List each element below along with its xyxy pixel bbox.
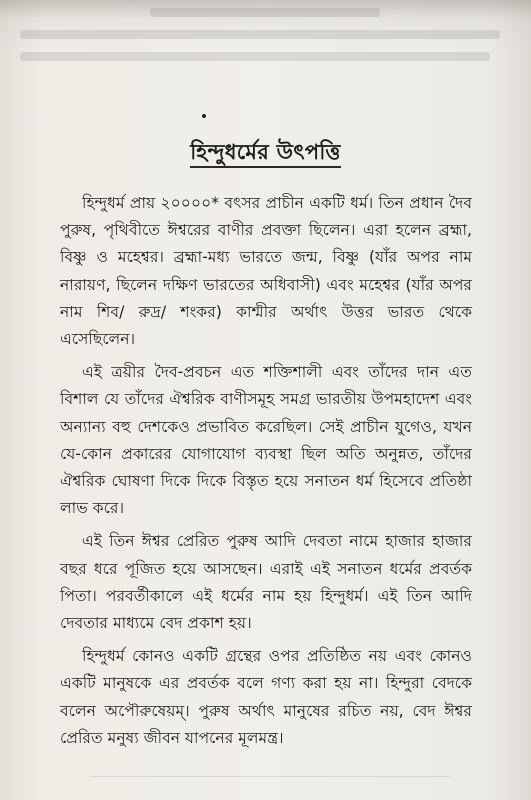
page-bottom-mark [90,776,450,777]
paragraph-1: হিন্দুধর্ম প্রায় ২০০০০* বৎসর প্রাচীন একটি ধর্ম। তিন প্রধান দৈব পুরুষ, পৃথিবীতে ঈশ্বরের বাণীর প্রবক্তা ছিলেন। এরা হলেন ব্রহ্মা, বিষ্ণু ও মহেশ্বর। ব্রহ্মা-মধ্য ভারতে জন্ম, বিষ্ণু (যাঁর অপর নাম নারায়ণ, ছিলেন দক্ষিণ ভারতের অধিবাসী) এবং মহেশ্বর (যাঁর অপর নাম শিব/ রুদ্র/ শংকর) কাশ্মীর অর্থাৎ উত্তর ভারত থেকে এসেছিলেন। [60,194,472,349]
chapter-title-text: হিন্দুধর্মের উৎপত্তি [190,140,340,168]
ink-dot [202,114,206,118]
paragraph-2: এই ত্রয়ীর দৈব-প্রবচন এত শক্তিশালী এবং তাঁদের দান এত বিশাল যে তাঁদের ঐশ্বরিক বাণীসমূহ সমগ্র ভারতীয় উপমহাদেশ এবং অন্যান্য বহু দেশকেও প্রভাবিত করেছিল। সেই প্রাচীন যুগেও, যখন যে-কোন প্রকারের যোগাযোগ ব্যবস্থা ছিল অতি অনুন্নত, তাঁদের ঐশ্বরিক ঘোষণা দিকে দিকে বিস্তৃত হয়ে সনাতন ধর্ম হিসেবে প্রতিষ্ঠা লাভ করে। [60,363,472,518]
bleed-through-text [0,0,531,70]
chapter-title [0,136,531,171]
body-text [60,190,472,758]
paragraph-3: এই তিন ঈশ্বর প্রেরিত পুরুষ আদি দেবতা নামে হাজার হাজার বছর ধরে পূজিত হয়ে আসছেন। এরাই এই সনাতন ধর্মের প্রবর্তক পিতা। পরবর্তীকালে এই ধর্মের নাম হয় হিন্দুধর্ম। এই তিন আদি দেবতার মাধ্যমে বেদ প্রকাশ হয়। [60,532,472,633]
paragraph-4: হিন্দুধর্ম কোনও একটি গ্রন্থের ওপর প্রতিষ্ঠিত নয় এবং কোনও একটি মানুষকে এর প্রবর্তক বলে গণ্য করা হয় না। হিন্দুরা বেদকে বলেন অপৌরুষেয়ম্। পুরুষ অর্থাৎ মানুষের রচিত নয়, বেদ ঈশ্বর প্রেরিত মনুষ্য জীবন যাপনের মূলমন্ত্র। [60,647,472,747]
